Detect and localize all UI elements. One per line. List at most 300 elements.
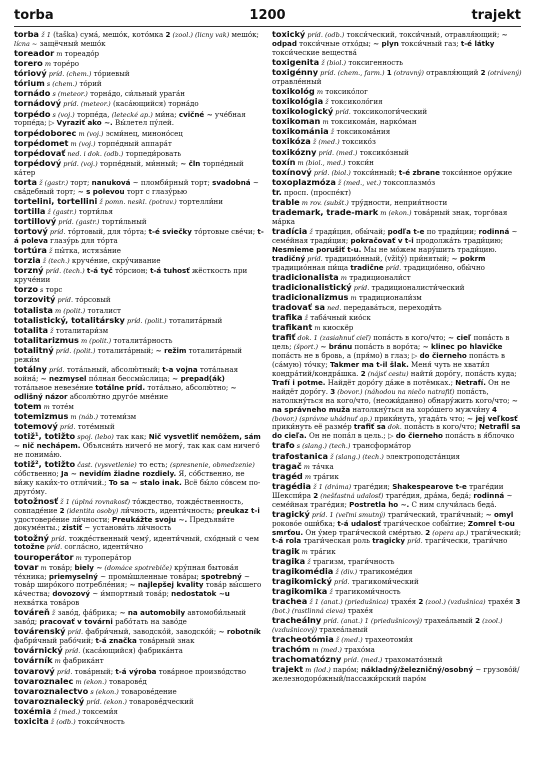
headword: tragikomický: [272, 575, 332, 586]
headword: tortový: [14, 226, 48, 237]
headword: totiž¹, totižto: [14, 430, 76, 441]
translation-text: кру́пная бытова́я те́хника;: [14, 562, 239, 581]
translation-text: тотеми́зм: [98, 411, 137, 421]
grammar-label: m: [301, 462, 310, 471]
translation-text: фабрика́нт: [60, 656, 104, 666]
translation-text: тру́дности, неприя́тности: [348, 198, 448, 208]
headword: toxikózny: [272, 146, 317, 157]
bold-phrase: totožne: [14, 542, 45, 552]
headword: totiž², totižto: [14, 458, 76, 469]
grammar-label: ž: [48, 326, 54, 335]
translation-text: товарове́дение: [118, 686, 177, 696]
headword: torpédovať: [14, 147, 66, 158]
grammar-label: m: [299, 547, 308, 556]
headword: totožnosť: [14, 495, 59, 506]
headword: toxikoman: [272, 116, 321, 127]
bold-phrase: Preukážte svoju ~.: [112, 514, 188, 524]
bold-phrase: Takmer ma t-il šlak.: [330, 360, 409, 370]
headword: totálny: [14, 363, 47, 374]
translation-text: эсми́нец, миноно́сец: [103, 128, 183, 138]
grammar-label: príd. (ekon.): [84, 697, 127, 706]
headword: továrnický: [14, 645, 63, 656]
bold-phrase: ~ s polevou: [77, 186, 125, 196]
grammar-label: (spresnenie, obmedzenie): [170, 460, 255, 469]
bold-phrase: Shakespearove t-e: [392, 481, 467, 491]
headword: tovar: [14, 561, 39, 572]
bold-phrase: totálne: [95, 382, 125, 392]
dictionary-entry: [14, 197, 264, 207]
headword: tragédia: [272, 480, 312, 491]
bold-phrase: pracovať v továrni: [39, 617, 113, 627]
grammar-label: s (chem.): [44, 80, 78, 89]
translation-text: по тради́ции;: [424, 227, 479, 237]
headword: totem: [14, 400, 42, 411]
grammar-label: m (voj.): [76, 129, 104, 138]
grammar-label: ž: [302, 314, 309, 323]
translation-text: попа́сть в кого/что;: [370, 333, 449, 343]
bold-phrase: t-á tuhosť: [150, 266, 190, 276]
grammar-label: ž (med., vet.): [335, 178, 382, 187]
dictionary-entry: [272, 655, 522, 665]
headword: tragéd: [272, 470, 303, 481]
translation-text: тота́льное невезе́ние: [14, 382, 96, 392]
dictionary-entry: [14, 534, 264, 553]
grammar-label: príd. (chem.): [46, 70, 92, 79]
headword: tradicionalista: [272, 271, 339, 282]
grammar-label: príd.: [49, 534, 67, 543]
translation-text: тортелли́ни: [176, 196, 224, 206]
grammar-label: príd.: [57, 422, 76, 431]
translation-text: торпе́дный ка́тер: [14, 158, 244, 177]
dictionary-entry: [14, 217, 264, 227]
translation-text: традицио́нный, (vžitý) при́нятый;: [322, 253, 452, 263]
headword: toreador: [14, 48, 55, 58]
translation-text: Он не попа́л в цель.; ▷: [306, 431, 396, 441]
bold-phrase: Vyraziť ako ~.: [56, 118, 113, 128]
grammar-label: ž 1 (dráma): [311, 482, 352, 491]
grammar-label: spoj. (lebo): [75, 432, 114, 441]
grammar-label: m: [338, 273, 347, 282]
header-left-guide-word: torba: [14, 8, 54, 23]
headword: tórium: [14, 78, 45, 89]
grammar-label: s (meteor.): [50, 90, 88, 99]
headword: toxikológ: [272, 86, 315, 96]
grammar-label: s (slang.) (tech.): [294, 442, 351, 451]
dictionary-entry: [14, 717, 264, 727]
translation-text: нехва́тка това́ров: [14, 598, 80, 608]
headword: totemový: [14, 420, 58, 431]
grammar-label: (bot.) (rastlinná cieva): [272, 606, 346, 615]
dictionary-entry: [14, 69, 264, 79]
bold-phrase: ~ robotník: [218, 627, 261, 637]
bold-phrase: 2: [418, 597, 424, 607]
grammar-label: dok. 1 (zasiahnuť cieľ): [295, 334, 371, 343]
bold-phrase: ~ klinec po hlavičke: [422, 342, 503, 352]
translation-text: ~ и́мпортный това́р;: [90, 589, 172, 599]
grammar-label: príd. (polit.): [124, 316, 167, 325]
translation-text: тота́льный, абсолю́тный;: [64, 364, 163, 374]
grammar-label: s: [37, 286, 44, 295]
translation-text: трагикоми́ческий: [349, 576, 419, 586]
bold-phrase: ~ na správneho muža: [272, 395, 518, 414]
grammar-label: príd. (biol.): [311, 168, 351, 177]
bold-phrase: príd.: [126, 382, 146, 392]
grammar-label: m (polit.): [78, 336, 112, 345]
headword: tortúra: [14, 245, 47, 256]
translation-text: торна́до, си́льный урага́н: [87, 89, 185, 99]
dictionary-entry: [14, 497, 264, 534]
translation-text: торпе́дный аппара́т: [95, 138, 172, 148]
translation-text: ~ семе́йная траге́дия;: [272, 490, 513, 509]
grammar-label: m (biol., med.): [295, 158, 346, 167]
headword: tragický: [272, 508, 310, 519]
bold-phrase: 1: [386, 68, 392, 77]
grammar-label: s (voj.): [50, 110, 75, 119]
headword: toxikóza: [272, 136, 311, 147]
translation-text: заво́д, фа́брика;: [55, 608, 120, 618]
bold-phrase: 2: [480, 68, 486, 77]
translation-text: Мы не мо́жем нару́шить тради́цию.: [361, 244, 497, 254]
bold-phrase: ~ nezmysel: [40, 373, 87, 383]
translation-text: ~ пломби́рный торт;: [130, 177, 213, 187]
headword: tornádový: [14, 98, 62, 109]
headword: továrenský: [14, 626, 66, 637]
translation-text: тра́гик: [307, 546, 336, 556]
bold-phrase: ~ omyl: [485, 509, 514, 519]
headword: trafiť: [272, 332, 296, 343]
translation-text: трагикоми́чность: [332, 586, 401, 596]
grammar-label: (bovor.) (náhodou na niečo natrafiť): [335, 387, 455, 396]
grammar-label: ž: [49, 609, 56, 618]
grammar-label: ž (biol.): [319, 58, 347, 67]
translation-text: траге́дия, дра́ма, беда́;: [383, 490, 474, 500]
grammar-label: s (ekon.): [88, 687, 119, 696]
translation-text: просп. (проспе́кт): [283, 187, 352, 197]
headword: továreň: [14, 607, 50, 618]
translation-text: траги́чески, траги́чно: [422, 536, 508, 546]
dictionary-entry: [272, 303, 522, 313]
headword: tradicionalistický: [272, 281, 352, 292]
dictionary-entry: [14, 460, 264, 497]
translation-text: мешо́к;: [229, 30, 259, 39]
translation-text: тота́льная война́;: [14, 364, 239, 383]
translation-text: защёчный мешо́к: [37, 38, 106, 48]
translation-text: найти́ доро́гу, попа́сть куда;: [408, 369, 517, 379]
right-column: [272, 30, 522, 754]
translation-text: таба́чный кио́ск: [308, 313, 371, 323]
grammar-label: m (voj.): [68, 139, 96, 148]
bold-phrase: 4: [492, 404, 497, 414]
dictionary-entry: [272, 462, 522, 472]
translation-text: традиционали́ст: [346, 272, 411, 282]
grammar-label: (identita osoby): [64, 506, 119, 515]
bold-phrase: ~ plyn: [373, 38, 399, 48]
translation-text: трахеотоми́я: [362, 635, 413, 645]
grammar-label: príd. (tech.): [43, 267, 85, 276]
bold-phrase: 2: [313, 490, 319, 500]
translation-text: ли́чность, иденти́чность;: [118, 505, 217, 515]
left-column: [14, 30, 264, 754]
grammar-label: (zool.) (vzdušnica): [423, 598, 486, 607]
bold-phrase: nedostatok ~u: [171, 589, 230, 599]
grammar-label: príd.: [62, 647, 81, 656]
grammar-label: príd.: [405, 537, 423, 546]
bold-phrase: tragicky: [372, 536, 406, 546]
bold-phrase: rodinná: [473, 490, 505, 500]
bold-phrase: 3: [515, 597, 521, 607]
dictionary-entry: [272, 178, 522, 188]
translation-text: токсигенность: [346, 57, 404, 67]
dictionary-entry: [14, 159, 264, 178]
translation-text: автомоби́льный заво́д;: [14, 608, 247, 627]
grammar-label: (nešťastná udalosť): [318, 491, 384, 500]
dictionary-entry: [14, 608, 264, 627]
translation-text: попа́сть, натолкну́ться на кого/что, (неожи́данно) обнару́жить кого/что;: [272, 386, 512, 405]
bold-phrase: t-á značka: [95, 636, 137, 646]
dictionary-entry: [14, 266, 264, 285]
bold-phrase: spotrebný: [201, 571, 242, 581]
translation-text: това́рный;: [72, 666, 116, 676]
bold-phrase: t-á poleva: [14, 227, 264, 246]
grammar-label: ž (med.): [310, 138, 340, 147]
headword: torta: [14, 176, 38, 187]
dictionary-entry: [272, 587, 522, 597]
headword: tornádo: [14, 88, 51, 99]
grammar-label: príd.: [47, 228, 66, 237]
translation-text: натолкну́ться на хоро́шего мужчи́ну: [350, 404, 493, 414]
headword: totemizmus: [14, 410, 69, 421]
headword: toxoplazmóza: [272, 176, 336, 187]
translation-text: отравле́нный: [272, 76, 322, 86]
headword: tragika: [272, 555, 306, 566]
translation-text: токси́чность: [75, 716, 125, 726]
bold-phrase: Netrafí.: [455, 377, 486, 387]
translation-text: трагикоме́дия: [357, 566, 413, 576]
headword: toxigénny: [272, 67, 319, 77]
grammar-label: (domáce spotrebiče): [102, 563, 172, 572]
grammar-label: príd.: [351, 283, 370, 292]
bold-phrase: ~ bránu: [320, 342, 353, 352]
translation-text: токси́ческий, токси́чный, отравля́ющий;: [344, 30, 502, 39]
translation-text: глазу́рь для то́рта: [47, 236, 118, 246]
grammar-label: dok.: [385, 423, 402, 432]
grammar-label: ned.: [325, 304, 342, 313]
headword: tovaroznalec: [14, 675, 74, 686]
dictionary-entry: [14, 178, 264, 197]
headword: trafostanica: [272, 450, 328, 461]
translation-text: тота́льно, абсолю́тно;: [145, 382, 231, 392]
headword: trademark, trade-mark: [272, 207, 379, 218]
translation-text: традицио́нно, обы́чно: [401, 262, 485, 272]
translation-text: то́рий: [77, 79, 102, 89]
bold-phrase: Postretla ho ~.: [349, 499, 410, 509]
grammar-label: ned. i dok. (odb.): [65, 149, 124, 158]
translation-text: токсикома́н, нарко́ман: [328, 117, 417, 127]
dictionary-entry: [272, 30, 522, 58]
translation-text: Всё бы́ло со́всем по-друго́му.: [14, 477, 261, 496]
dictionary-entry: [272, 323, 522, 333]
headword: totalistický, totalitársky: [14, 314, 125, 325]
translation-text: торпе́дный, ми́нный;: [97, 158, 181, 168]
translation-text: попа́сть в цель;: [272, 333, 510, 352]
grammar-label: príd.: [44, 543, 63, 552]
headword: torpédový: [14, 157, 62, 168]
headword: torzia: [14, 255, 41, 266]
translation-text: трахе́я: [388, 597, 419, 607]
dictionary-entry: [14, 432, 264, 460]
grammar-label: m (med.): [310, 646, 342, 655]
headword: torba: [14, 30, 39, 39]
headword: tracheálny: [272, 615, 322, 626]
headword: trafika: [272, 312, 303, 323]
headword: tracheotómia: [272, 634, 334, 645]
grammar-label: (nájsť cestu): [365, 370, 409, 379]
translation-text: жёсткость при круче́нии: [14, 266, 248, 285]
grammar-label: (letecké ap.): [111, 110, 153, 119]
grammar-label: (šport.): [293, 343, 319, 352]
bold-phrase: pokračovať v t-i: [350, 236, 414, 246]
grammar-label: m: [302, 472, 311, 481]
translation-text: удостовере́ние ли́чности;: [14, 514, 113, 524]
dictionary-entry: [272, 452, 522, 462]
headword: torpédoborec: [14, 127, 77, 138]
grammar-label: m: [42, 60, 52, 69]
headword: totalitarizmus: [14, 334, 79, 345]
headword: toxigenita: [272, 56, 320, 67]
translation-text: ~ установи́ть ли́чность: [82, 523, 172, 533]
translation-text: токсеми́я: [80, 706, 118, 716]
headword: toxémia: [14, 705, 52, 716]
bold-phrase: Nesmieme porušiť t-u.: [272, 244, 362, 254]
grammar-label: (otravný): [391, 69, 424, 77]
translation-text: Меня́ чуть не хвати́л кондра́тий/кондра́шка.: [272, 360, 490, 379]
bold-phrase: preukaz t-i: [216, 505, 260, 515]
translation-text: тоталист: [85, 305, 121, 315]
headword: tragik: [272, 545, 300, 556]
grammar-label: ž: [46, 247, 53, 256]
grammar-label: m (náb.): [68, 412, 98, 421]
bold-phrase: do čierneho: [419, 351, 467, 361]
grammar-label: príd.: [305, 254, 323, 263]
translation-text: абсолю́тно друго́е мне́ние: [67, 391, 169, 401]
translation-text: (каса́ющийся) торна́до: [110, 99, 199, 109]
headword: torpédo: [14, 108, 51, 119]
grammar-label: m (polit.): [52, 306, 86, 315]
translation-text: традиционали́зм: [356, 293, 422, 303]
grammar-label: m (ekon.): [378, 209, 412, 218]
bold-phrase: rodinná: [478, 227, 510, 237]
bold-phrase: 2: [475, 616, 481, 626]
bold-phrase: cvičné ~: [178, 109, 213, 119]
translation-text: то́ждество, тожде́ственность, совпаде́ние: [14, 496, 244, 515]
bold-phrase: Trafí i potme.: [272, 377, 326, 387]
grammar-label: m: [348, 294, 357, 303]
translation-text: токсиколо́гия: [328, 97, 383, 107]
headword: touroperátor: [14, 551, 74, 562]
headword: tradovať sa: [272, 302, 325, 313]
grammar-label: lícna ~: [14, 39, 38, 48]
grammar-label: ž (slang.) (tech.): [328, 452, 384, 461]
translation-text: фабри́чный, заводско́й, заводско́й;: [83, 627, 219, 637]
translation-text: прики́нуть её разме́р: [272, 422, 354, 432]
grammar-label: ž: [328, 128, 335, 137]
bold-phrase: t-á výroba: [115, 666, 157, 676]
grammar-label: príd. (med.): [316, 148, 358, 157]
bold-phrase: tradične: [350, 262, 384, 272]
translation-text: тради́ция, обы́чай;: [312, 227, 388, 237]
headword: tortelini, tortellini: [14, 195, 98, 206]
headword: trajekt: [272, 664, 304, 675]
headword: trafikant: [272, 322, 313, 333]
translation-text: Вы́летел пу́лей.: [112, 118, 175, 128]
grammar-label: (otrávený): [485, 69, 522, 77]
bold-phrase: biely ~: [74, 562, 103, 572]
dictionary-entry: [14, 563, 264, 609]
grammar-label: m rov. (subšt.): [299, 199, 349, 208]
grammar-label: príd. (med.): [341, 656, 383, 665]
headword: trachea: [272, 596, 308, 607]
bold-phrase: priemyselný: [48, 571, 98, 581]
bold-phrase: ~ odpad: [272, 30, 508, 48]
grammar-label: m (ekon.): [73, 677, 107, 686]
headword: toxický: [272, 30, 306, 39]
bold-phrase: trafiť sa: [353, 422, 386, 432]
translation-text: отравля́ющий: [423, 68, 481, 77]
translation-text: рабо́тать на заво́де: [112, 617, 187, 627]
translation-text: передава́ться, переходи́ть: [341, 303, 442, 313]
grammar-label: ž 1 (anat.) (priedušnica): [307, 598, 389, 607]
grammar-label: m: [52, 657, 61, 666]
translation-text: торти́льный: [99, 217, 147, 227]
headword: tradicionalizmus: [272, 292, 349, 303]
grammar-label: (opera ap.): [430, 528, 469, 537]
translation-text: ~ сва́дебный торт;: [14, 177, 259, 196]
headword: tradícia: [272, 226, 308, 237]
headword: tovaroznalecký: [14, 695, 85, 706]
dictionary-entry: [14, 627, 264, 646]
translation-text: традиционалисти́ческий: [369, 282, 465, 292]
bold-phrase: ~ prepad(ák): [172, 373, 225, 383]
headword: trachóm: [272, 644, 311, 655]
headword: toxikománia: [272, 126, 329, 137]
translation-text: попа́сть в воро́та;: [352, 342, 423, 352]
grammar-label: čast. (vysvetlenie): [75, 460, 137, 469]
translation-text: ми́на;: [152, 109, 179, 119]
dictionary-entry: [272, 665, 522, 684]
translation-text: Объясни́ть ничего́ не могу́, так как сам ничего́ не понима́ю.: [14, 440, 260, 459]
translation-text: Я, со́бственно, не ви́жу каки́х-то отли́чий.;: [14, 468, 245, 487]
translation-text: пы́тка, истяза́ние: [52, 246, 121, 256]
grammar-label: príd.: [331, 577, 350, 586]
dictionary-entry: [14, 30, 264, 49]
translation-text: тоте́м: [49, 401, 74, 411]
translation-text: круче́ние, скру́чивание: [69, 256, 161, 266]
dictionary-entry: [272, 227, 522, 273]
dictionary-entry: [272, 188, 522, 198]
bold-phrase: nanuková: [91, 177, 131, 187]
bold-phrase: 2: [360, 369, 366, 379]
translation-text: то́ртовые све́чи;: [191, 227, 258, 237]
translation-text: това́рный знак: [136, 636, 195, 646]
grammar-label: (bovor.) (správne uhádnuť ap.): [272, 414, 373, 423]
bold-phrase: do čierneho: [395, 431, 443, 441]
headword: tragikomédia: [272, 565, 334, 576]
translation-text: по́лная бессмы́слица;: [86, 373, 173, 383]
headword: toxín: [272, 156, 296, 167]
translation-text: попа́сть в кого/что;: [401, 422, 479, 432]
grammar-label: ž (tech.): [40, 257, 70, 266]
bold-phrase: ~ pokrm: [451, 253, 486, 263]
